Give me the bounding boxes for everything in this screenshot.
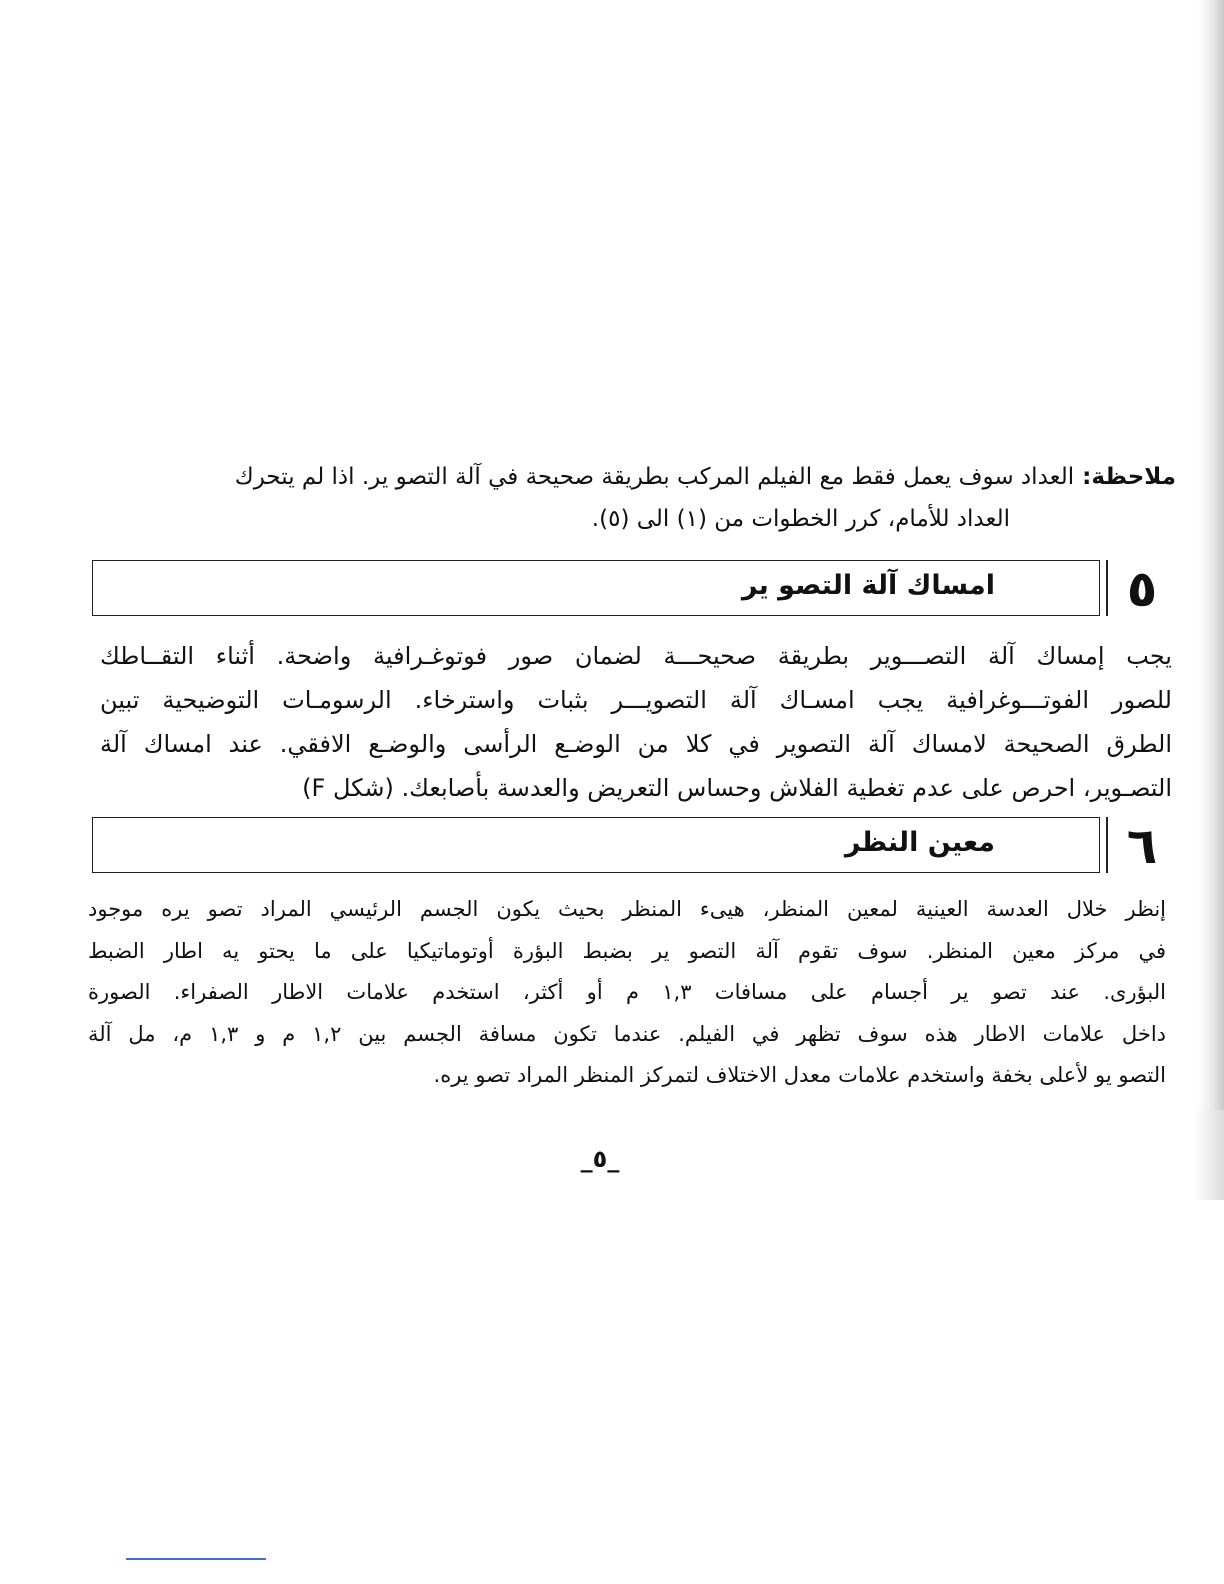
section-5-title-box (92, 560, 1100, 616)
section-6-number: ٦ (1126, 817, 1158, 875)
section-6-line-4: داخل علامات الاطار هذه سوف تظهر في الفيلم. عندما تكون مسافة الجسم بين ١,٢ م و ١,٣ م، مل آلة (88, 1021, 1166, 1046)
section-6-title: معين النظر (844, 827, 995, 858)
section-6-paragraph (88, 889, 1166, 1097)
section-5-heading (92, 560, 1168, 618)
section-6-heading (92, 817, 1168, 875)
section-5-paragraph (100, 634, 1172, 810)
section-6-line-2: في مركز معين المنظر. سوف تقوم آلة التصو ير بضبط البؤرة أوتوماتيكيا على ما يحتو يه اطار الضبط (88, 938, 1166, 963)
page-edge-shadow-lower (1194, 1110, 1224, 1200)
section-6-line-3: البؤرى. عند تصو ير أجسام على مسافات ١,٣ م أو أكثر، استخدم علامات الاطار الصفراء. الصورة (88, 980, 1166, 1004)
section-5-line-2: للصور الفوتـــوغرافية يجب امسـاك آلة التصويـــر بثبات واسترخاء. الرسومـات التوضيحية تبين (100, 686, 1172, 714)
section-5-title: امساك آلة التصو ير (741, 570, 995, 601)
note-line-1 (104, 456, 1176, 498)
footnote-rule (126, 1558, 266, 1560)
section-6-line-5: التصو يو لأعلى بخفة واستخدم علامات معدل الاختلاف لتمركز المنظر المراد تصو يره. (433, 1063, 1166, 1087)
section-5-number: ٥ (1126, 560, 1158, 618)
page-number: _٥_ (580, 1145, 620, 1173)
note-block (104, 456, 1176, 540)
section-6-line-1: إنظر خلال العدسة العينية لمعين المنظر، هيىء المنظر بحيث يكون الجسم الرئيسي المراد تصو يره موجود (88, 897, 1166, 921)
section-6-title-box (92, 817, 1100, 873)
section-5-line-4: التصـوير، احرص على عدم تغطية الفلاش وحساس التعريض والعدسة بأصابعك. (شكل F) (302, 774, 1172, 802)
section-5-line-1: يجب إمساك آلة التصـــوير بطريقة صحيحـــة لضمان صور فوتوغـرافية واضحة. أثناء التقــاطك (100, 642, 1172, 670)
note-line-2 (104, 498, 1176, 540)
section-6-divider (1106, 817, 1108, 873)
note-text-2: العداد للأمام، كرر الخطوات من (١) الى (٥). (591, 506, 1010, 532)
section-5-line-3: الطرق الصحيحة لامساك آلة التصوير في كلا من الوضـع الرأسى والوضـع الافقي. عند امساك آلة (100, 730, 1172, 758)
note-label: ملاحظة: (1082, 464, 1176, 490)
note-text-1: العداد سوف يعمل فقط مع الفيلم المركب بطريقة صحيحة في آلة التصو ير. اذا لم يتحرك (234, 464, 1075, 490)
page-edge-shadow (1198, 0, 1224, 1200)
section-5-divider (1106, 560, 1108, 616)
